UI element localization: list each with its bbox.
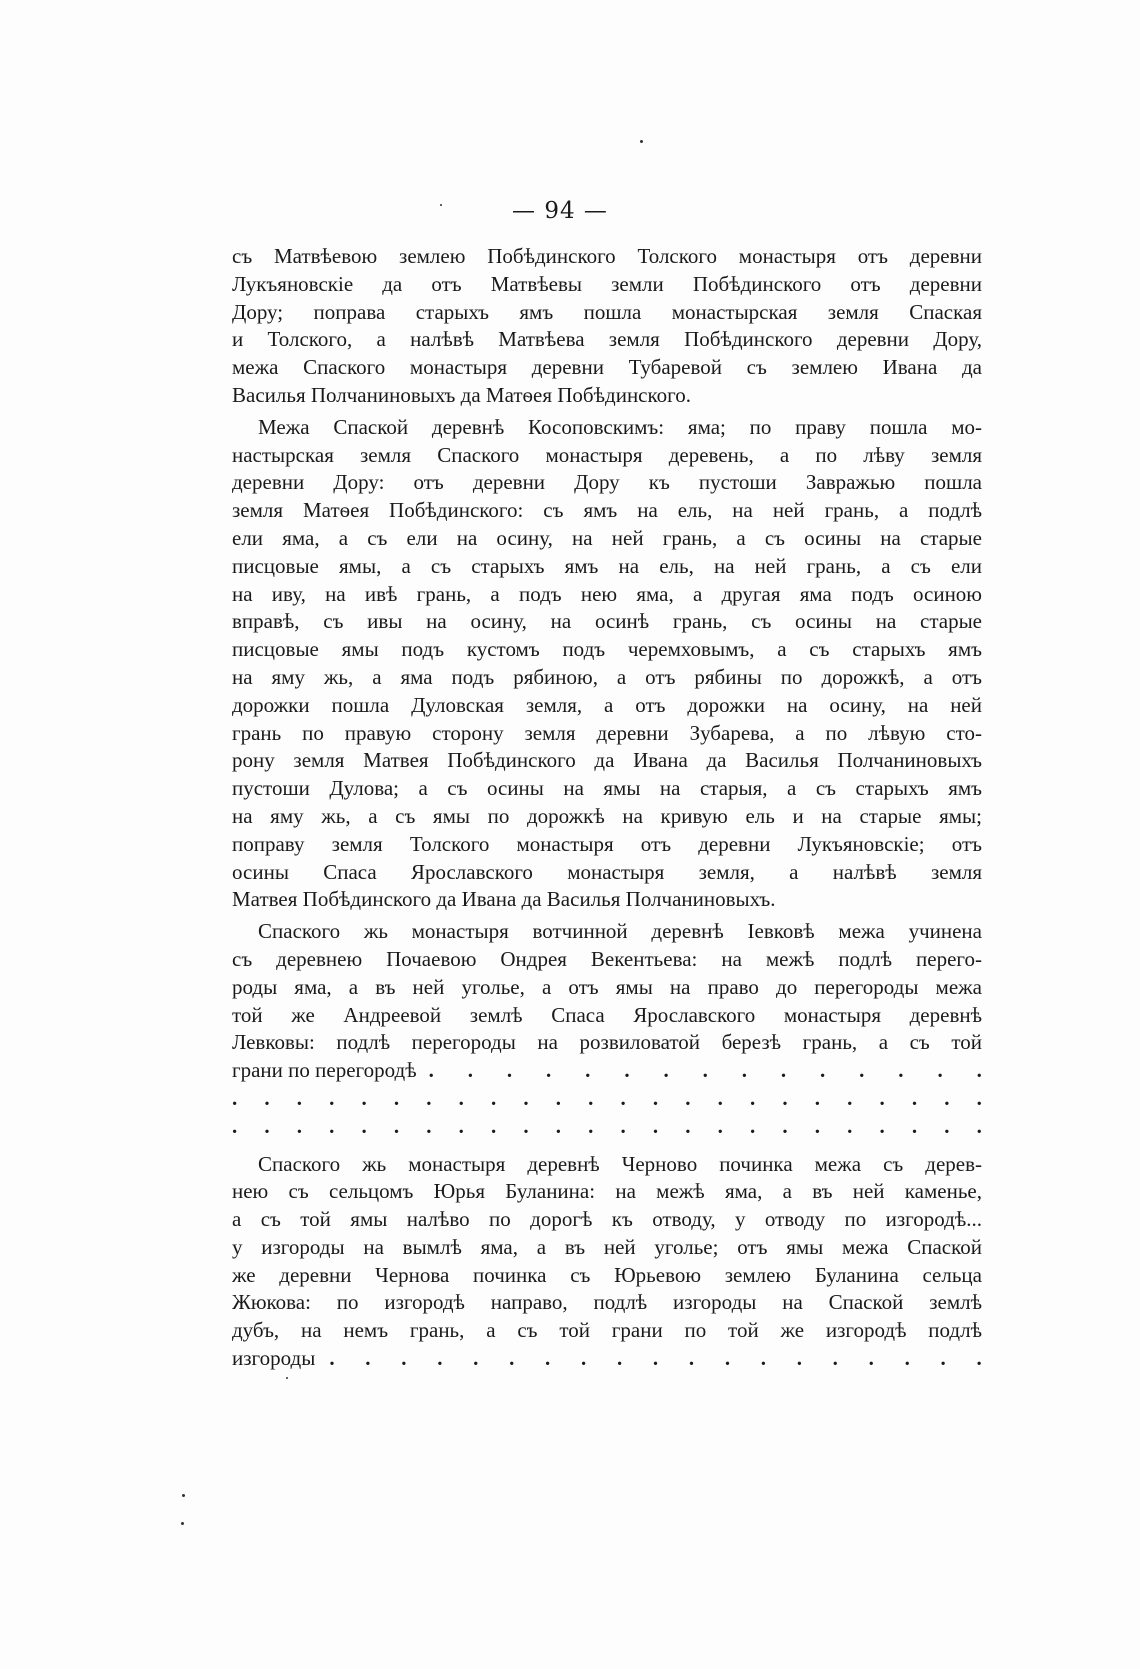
text-line: писцовые ямы подъ кустомъ подъ черемховымъ, а съ старыхъ ямъ <box>232 637 982 662</box>
text-line: поправу земля Толского монастыря отъ деревни Лукъяновскіе; отъ <box>232 831 982 856</box>
text-line: Дору; поправа старыхъ ямъ пошла монастырская земля Спаская <box>232 299 982 324</box>
page-body <box>232 243 982 1373</box>
text-line: пустоши Дулова; а съ осины на ямы на старыя, а съ старыхъ ямъ <box>232 776 982 801</box>
text-line: дубъ, на немъ грань, а съ той грани по той же изгородѣ подлѣ <box>232 1318 982 1343</box>
text-line: на яму жь, а съ ямы по дорожкѣ на кривую ель и на старые ямы; <box>232 803 982 828</box>
text-line: изгороды <box>232 1346 316 1371</box>
text-line: Межа Спаской деревнѣ Косоповскимъ: яма; по праву пошла мо- <box>258 414 982 439</box>
ellipsis-leader: . . . . . . . . . . . . . . . . . . . <box>329 1346 982 1371</box>
ellipsis-line: . . . . . . . . . . . . . . . . . . . . . . . . <box>232 1085 982 1110</box>
print-speck <box>181 1522 184 1525</box>
text-line-with-leader <box>232 1345 982 1373</box>
print-speck <box>440 204 442 206</box>
text-line: межа Спаского монастыря деревни Тубаревой съ землею Ивана да <box>232 355 982 380</box>
text-line: Василья Полчаниновыхъ да Матѳея Побѣдинского. <box>232 382 691 407</box>
print-speck <box>286 1377 288 1379</box>
text-line: дорожки пошла Дуловская земля, а отъ дорожки на осину, на ней <box>232 692 982 717</box>
paragraph <box>232 414 982 914</box>
text-line: роды яма, а въ ней уголье, а отъ ямы на право до перегороды межа <box>232 974 982 999</box>
text-line: съ Матвѣевою землею Побѣдинского Толского монастыря отъ деревни <box>232 244 982 268</box>
text-line: грани по перегородѣ <box>232 1058 417 1083</box>
ellipsis-line: . . . . . . . . . . . . . . . . . . . . . . . . <box>232 1113 982 1138</box>
text-line: съ деревнею Почаевою Ондрея Векентьева: на межѣ подлѣ перего- <box>232 946 982 971</box>
text-line: рону земля Матвея Побѣдинского да Ивана да Василья Полчаниновыхъ <box>232 748 982 773</box>
paragraph <box>232 243 982 410</box>
text-line: осины Спаса Ярославского монастыря земля, а налѣвѣ земля <box>232 859 982 884</box>
text-line: же деревни Чернова починка съ Юрьевою землею Буланина сельца <box>232 1262 982 1287</box>
text-line: на иву, на ивѣ грань, а подъ нею яма, а другая яма подъ осиною <box>232 581 982 606</box>
text-line: у изгороды на вымлѣ яма, а въ ней уголье; отъ ямы межа Спаской <box>232 1234 982 1259</box>
text-line: нею съ сельцомъ Юрья Буланина: на межѣ яма, а въ ней каменье, <box>232 1179 982 1204</box>
text-line: той же Андреевой землѣ Спаса Ярославского монастыря деревнѣ <box>232 1002 982 1027</box>
text-line: и Толского, а налѣвѣ Матвѣева земля Побѣдинского деревни Дору, <box>232 327 982 352</box>
print-speck <box>182 1494 185 1497</box>
text-line-with-leader <box>232 1057 982 1085</box>
text-line: деревни Дору: отъ деревни Дору къ пустоши Завражью пошла <box>232 470 982 495</box>
text-line: вправѣ, съ ивы на осину, на осинѣ грань, съ осины на старые <box>232 609 982 634</box>
text-line: Левковы: подлѣ перегороды на розвиловатой березѣ грань, а съ той <box>232 1030 982 1055</box>
text-line: Матвея Побѣдинского да Ивана да Василья Полчаниновыхъ. <box>232 887 776 912</box>
text-line: ели яма, а съ ели на осину, на ней грань, а съ осины на старые <box>232 525 982 550</box>
text-line: настырская земля Спаского монастыря деревень, а по лѣву земля <box>232 442 982 467</box>
paragraph <box>232 918 982 1140</box>
text-line: а съ той ямы налѣво по дорогѣ къ отводу, у отводу по изгородѣ... <box>232 1207 982 1232</box>
text-line: Спаского жь монастыря вотчинной деревнѣ Іевковѣ межа учинена <box>258 919 982 944</box>
ellipsis-leader: . . . . . . . . . . . . . . . <box>428 1058 982 1083</box>
text-line: писцовые ямы, а съ старыхъ ямъ на ель, на ней грань, а съ ели <box>232 553 982 578</box>
text-line: на яму жь, а яма подъ рябиною, а отъ рябины по дорожкѣ, а отъ <box>232 664 982 689</box>
text-line: грань по правую сторону земля деревни Зубарева, а по лѣвую сто- <box>232 720 982 745</box>
print-speck <box>640 140 643 143</box>
text-line: Спаского жь монастыря деревнѣ Черново починка межа съ дерев- <box>258 1151 982 1176</box>
text-line: Жюкова: по изгородѣ направо, подлѣ изгороды на Спаской землѣ <box>232 1290 982 1315</box>
text-line: земля Матѳея Побѣдинского: съ ямъ на ель, на ней грань, а подлѣ <box>232 498 982 523</box>
page-number: — 94 — <box>512 198 608 224</box>
text-line: Лукъяновскіе да отъ Матвѣевы земли Побѣдинского отъ деревни <box>232 271 982 296</box>
paragraph <box>232 1151 982 1373</box>
